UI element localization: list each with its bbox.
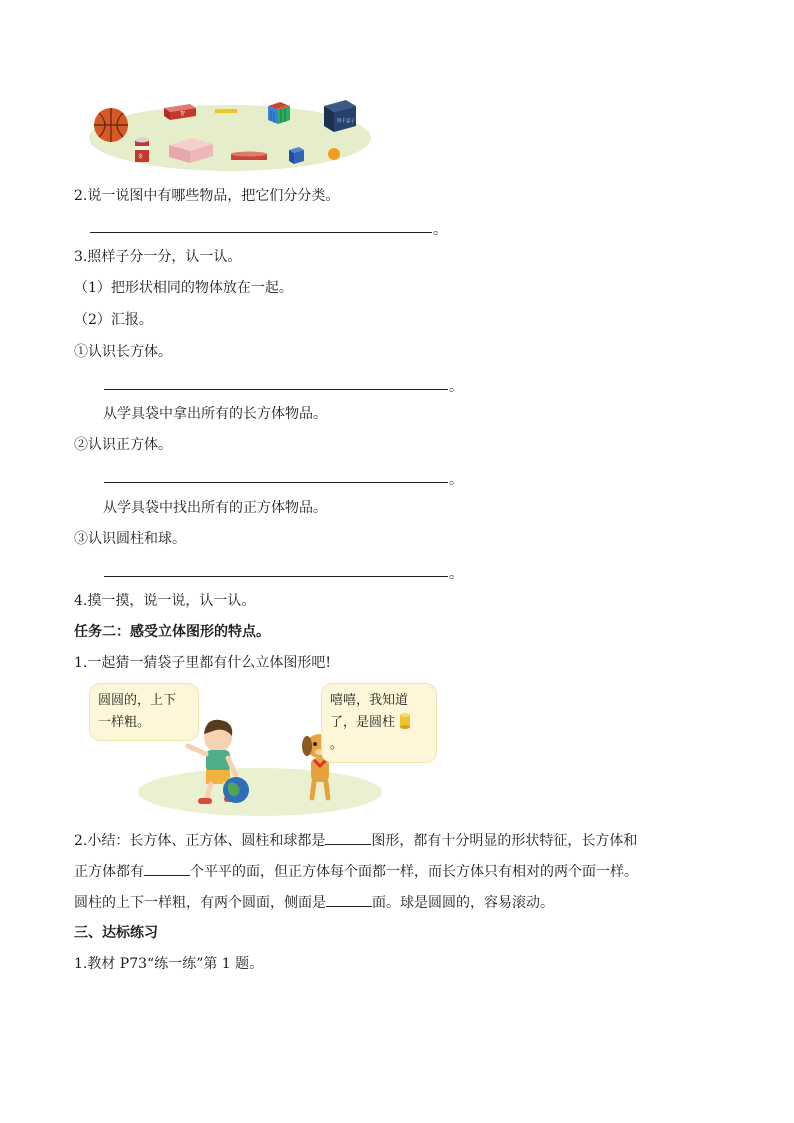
- question-3-2: （2）汇报。: [74, 312, 153, 328]
- section-3-title: 三、达标练习: [74, 925, 158, 941]
- bubble-boy-line-1: 圆圆的，上下: [98, 693, 177, 708]
- summary-l2b: 个平平的面，但正方体每个面都一样，而长方体只有相对的两个面一样。: [190, 864, 638, 880]
- rubik-cube-icon: [268, 102, 290, 124]
- cylinder-can-icon: [135, 138, 149, 163]
- summary-line-3: [74, 892, 554, 913]
- item-cylinder-sphere: ③认识圆柱和球。: [74, 531, 186, 547]
- cylinder-icon: [399, 713, 411, 729]
- answer-line-q2[interactable]: [90, 232, 432, 233]
- bubble-dog-line-2-text: 了，是圆柱: [330, 715, 396, 730]
- blank-1[interactable]: [325, 830, 371, 845]
- bubble-dog-line-2: [330, 712, 428, 756]
- bubble-boy-line-2: 一样粗。: [98, 715, 151, 730]
- summary-l1a: 2.小结：长方体、正方体、圆柱和球都是: [74, 833, 326, 849]
- answer-line-cube[interactable]: [104, 482, 448, 483]
- summary-l2a: 正方体都有: [74, 864, 144, 880]
- blank-2[interactable]: [144, 861, 190, 876]
- answer-period: 。: [433, 222, 447, 238]
- dark-cube-box-icon: [324, 100, 356, 132]
- item-cube-note: 从学具袋中找出所有的正方体物品。: [103, 500, 327, 516]
- blank-3[interactable]: [326, 892, 372, 907]
- speech-bubble-boy: [90, 684, 198, 740]
- question-4: 4.摸一摸，说一说，认一认。: [74, 593, 256, 609]
- question-3: 3.照样子分一分，认一认。: [74, 249, 242, 265]
- task2-question-1: 1.一起猜一猜袋子里都有什么立体图形吧!: [74, 655, 331, 671]
- answer-period: 。: [449, 472, 463, 488]
- task2-title: 任务二：感受立体图形的特点。: [74, 624, 270, 640]
- globe-icon: [223, 777, 249, 803]
- basketball-icon: [94, 108, 128, 142]
- summary-l3b: 面。球是圆圆的，容易滚动。: [372, 895, 554, 911]
- summary-line-1: [74, 830, 637, 851]
- answer-period: 。: [449, 566, 463, 582]
- svg-text:智: 智: [180, 111, 186, 117]
- small-ball-icon: [328, 148, 340, 160]
- summary-line-2: [74, 861, 638, 882]
- blue-cube-icon: [289, 147, 304, 164]
- svg-text:饼干盒子: 饼干盒子: [337, 119, 355, 124]
- question-3-1: （1）把形状相同的物体放在一起。: [74, 280, 293, 296]
- svg-text:茶: 茶: [138, 154, 144, 160]
- item-cube: ②认识正方体。: [74, 437, 172, 453]
- item-cuboid: ①认识长方体。: [74, 344, 172, 360]
- speech-bubble-dog: [322, 684, 436, 762]
- summary-l3a: 圆柱的上下一样粗，有两个圆面，侧面是: [74, 895, 326, 911]
- yellow-stick-icon: [215, 109, 237, 113]
- grass-mat: [138, 768, 382, 816]
- bubble-dog-period: 。: [330, 737, 344, 752]
- flat-cylinder-icon: [231, 152, 267, 161]
- answer-line-cuboid[interactable]: [104, 389, 448, 390]
- answer-period: 。: [449, 379, 463, 395]
- question-2: 2.说一说图中有哪些物品，把它们分分类。: [74, 188, 340, 204]
- practice-1: 1.教材 P73“练一练”第 1 题。: [74, 956, 264, 972]
- bubble-dog-line-1: 嘻嘻，我知道: [330, 693, 409, 708]
- objects-illustration: [88, 96, 372, 172]
- item-cuboid-note: 从学具袋中拿出所有的长方体物品。: [103, 406, 327, 422]
- answer-line-cylinder-sphere[interactable]: [104, 576, 448, 577]
- summary-l1b: 图形，都有十分明显的形状特征，长方体和: [371, 833, 638, 849]
